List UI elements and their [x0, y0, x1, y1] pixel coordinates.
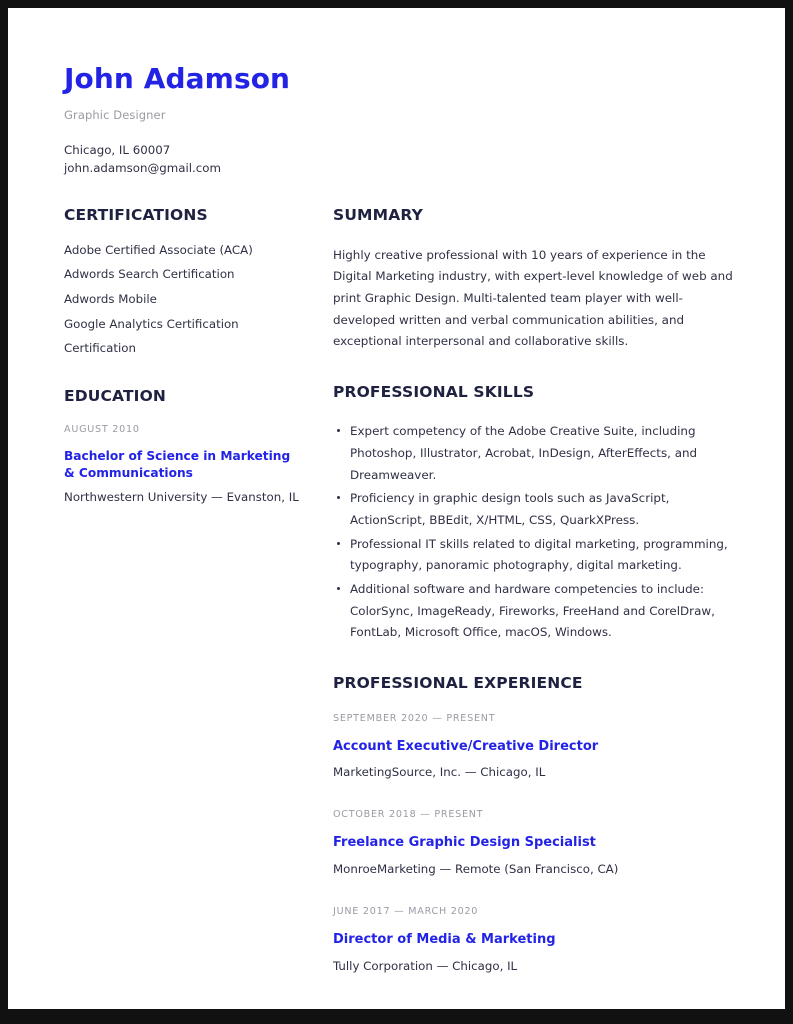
summary-section: [333, 206, 733, 353]
experience-company: MarketingSource, Inc. — Chicago, IL: [333, 765, 546, 780]
education-title: EDUCATION: [64, 387, 167, 406]
list-item: Adwords Search Certification: [64, 267, 235, 282]
skill-text: Professional IT skills related to digital marketing, programming, typography, panoramic photography, digital marketing.: [350, 536, 728, 573]
resume-page: [8, 8, 785, 1009]
skill-text: Expert competency of the Adobe Creative Suite, including Photoshop, Illustrator, Acrobat, InDesign, AfterEffects, and Dreamweaver.: [350, 424, 698, 482]
experience-date: JUNE 2017 — MARCH 2020: [333, 906, 479, 918]
contact-email: john.adamson@gmail.com: [64, 161, 221, 176]
list-item: Adobe Certified Associate (ACA): [64, 242, 253, 257]
list-item: [333, 488, 733, 531]
resume-header: [64, 64, 484, 178]
list-item: [333, 421, 733, 486]
candidate-job-title: Graphic Designer: [64, 107, 166, 122]
summary-text: Highly creative professional with 10 years of experience in the Digital Marketing industry, with expert-level knowledge of web and print Graphic Design. Multi-talented team player with well-developed written and verbal communication abilities, and exceptional interpersonal and collaborative skills.: [333, 247, 733, 349]
education-school: Northwestern University — Evanston, IL: [64, 490, 299, 504]
bullet-icon: [337, 542, 340, 545]
resume-document: [8, 8, 785, 1009]
contact-location: Chicago, IL 60007: [64, 142, 171, 157]
experience-date: SEPTEMBER 2020 — PRESENT: [333, 712, 496, 724]
skills-section: [333, 383, 733, 644]
experience-section: [333, 674, 733, 976]
education-date: AUGUST 2010: [64, 423, 140, 435]
experience-role: Account Executive/Creative Director: [333, 738, 599, 754]
experience-date: OCTOBER 2018 — PRESENT: [333, 809, 484, 821]
certifications-section: [64, 206, 299, 357]
list-item: Google Analytics Certification: [64, 316, 239, 331]
experience-title: PROFESSIONAL EXPERIENCE: [333, 674, 583, 693]
bullet-icon: [337, 429, 340, 432]
experience-role: Freelance Graphic Design Specialist: [333, 835, 596, 851]
skill-text: Proficiency in graphic design tools such as JavaScript, ActionScript, BBEdit, X/HTML, CSS, QuarkXPress.: [350, 491, 670, 528]
experience-entry: [333, 809, 733, 879]
skills-title: PROFESSIONAL SKILLS: [333, 382, 535, 401]
right-column: [333, 206, 733, 1006]
certifications-title: CERTIFICATIONS: [64, 206, 208, 224]
education-entry: [64, 424, 299, 507]
experience-entry: [333, 713, 733, 783]
contact-block: [64, 141, 484, 178]
list-item: Certification: [64, 341, 136, 356]
experience-company: Tully Corporation — Chicago, IL: [333, 959, 518, 973]
list-item: [333, 534, 733, 577]
bullet-icon: [337, 587, 340, 590]
education-section: [64, 387, 299, 507]
experience-role: Director of Media & Marketing: [333, 932, 556, 948]
summary-title: SUMMARY: [333, 206, 423, 224]
certifications-list: [64, 243, 299, 357]
experience-entry: [333, 906, 733, 976]
list-item: [333, 579, 733, 644]
left-column: [64, 206, 299, 537]
skills-list: [333, 421, 733, 644]
education-degree: Bachelor of Science in Marketing & Communications: [64, 448, 291, 481]
bullet-icon: [337, 496, 340, 499]
candidate-name: John Adamson: [64, 62, 291, 95]
experience-company: MonroeMarketing — Remote (San Francisco, CA): [333, 862, 619, 877]
list-item: Adwords Mobile: [64, 291, 157, 306]
skill-text: Additional software and hardware competencies to include: ColorSync, ImageReady, Fireworks, FreeHand and CorelDraw, FontLab, Microsoft Office, macOS, Windows.: [350, 582, 715, 640]
